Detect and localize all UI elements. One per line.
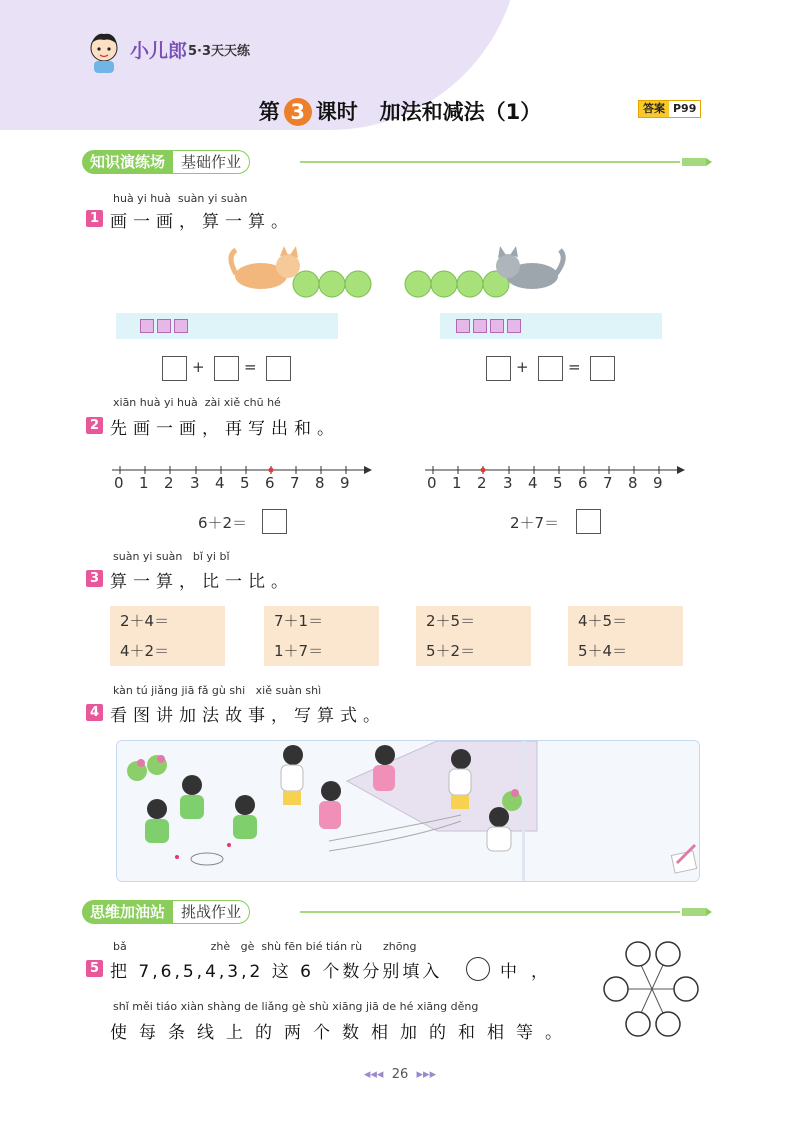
q2-number: 2 xyxy=(86,417,103,434)
answer-box[interactable] xyxy=(266,356,291,381)
answer-box[interactable] xyxy=(590,356,615,381)
q5-pinyin-1: bǎ zhè gè shù fēn bié tián rù zhōng xyxy=(113,940,417,953)
section-header-basic xyxy=(82,150,250,174)
expression[interactable]: 4＋2＝ xyxy=(120,642,170,660)
q5-number: 5 xyxy=(86,960,103,977)
answer-box[interactable] xyxy=(538,356,563,381)
left-arrows-icon: ◂◂◂ xyxy=(363,1067,384,1082)
q4-pinyin: kàn tú jiǎng jiā fǎ gù shi xiě suàn shì xyxy=(113,684,322,697)
answer-page: P99 xyxy=(673,102,697,115)
section-tag: 思维加油站 xyxy=(82,900,173,924)
plus-sign: + xyxy=(516,358,529,376)
page-footer xyxy=(0,1067,800,1082)
lesson-suffix: 课时 xyxy=(315,100,358,124)
expression[interactable]: 1＋7＝ xyxy=(274,642,324,660)
section-divider xyxy=(300,161,680,163)
brand-logo: 小儿郎 xyxy=(130,40,188,62)
section-tag: 知识演练场 xyxy=(82,150,173,174)
compare-card xyxy=(264,606,379,666)
answer-box[interactable] xyxy=(262,509,287,534)
answer-box[interactable] xyxy=(576,509,601,534)
ticks-right: 0 1 2 3 4 5 6 7 8 9 xyxy=(427,474,663,492)
q3-pinyin: suàn yi suàn bǐ yi bǐ xyxy=(113,550,230,563)
pencil-icon xyxy=(682,154,712,173)
q4-text: 看图讲加法故事，写算式。 xyxy=(110,706,386,726)
q5-pinyin-2: shǐ měi tiáo xiàn shàng de liǎng gè shù xiāng jiā de hé xiāng děng xyxy=(113,1000,479,1013)
q2-text: 先画一画，再写出和。 xyxy=(110,419,340,439)
children-playing-illustration xyxy=(116,740,700,882)
expression[interactable]: 2＋4＝ xyxy=(120,612,170,630)
expression[interactable]: 2＋5＝ xyxy=(426,612,476,630)
right-arrows-icon: ▸▸▸ xyxy=(416,1067,437,1082)
q4-number: 4 xyxy=(86,704,103,721)
q5-text-2: 使每条线上的两个数相加的和相等。 xyxy=(110,1023,574,1043)
expression[interactable]: 5＋2＝ xyxy=(426,642,476,660)
compare-card xyxy=(416,606,531,666)
answer-box[interactable] xyxy=(214,356,239,381)
section-divider xyxy=(300,911,680,913)
q2-expression-left: 6＋2＝ xyxy=(198,514,248,532)
equals-sign: = xyxy=(244,358,257,376)
lesson-prefix: 第 xyxy=(258,100,280,124)
answer-box[interactable] xyxy=(486,356,511,381)
ticks-left: 0 1 2 3 4 5 6 7 8 9 xyxy=(114,474,350,492)
q1-squares-left xyxy=(140,318,191,337)
compare-card xyxy=(568,606,683,666)
lesson-number-badge: 3 xyxy=(284,98,312,126)
equals-sign: = xyxy=(568,358,581,376)
q5-text-1: 把 7,6,5,4,3,2 这 6 个数分别填入 xyxy=(110,962,443,982)
q1-squares-right xyxy=(456,318,524,337)
pencil-icon xyxy=(682,904,712,923)
q1-text: 画一画，算一算。 xyxy=(110,212,294,232)
circle-icon xyxy=(466,957,490,981)
page-number: 26 xyxy=(391,1067,409,1082)
q1-number: 1 xyxy=(86,210,103,227)
mascot-icon xyxy=(84,30,124,74)
expression[interactable]: 5＋4＝ xyxy=(578,642,628,660)
q3-number: 3 xyxy=(86,570,103,587)
answer-reference[interactable] xyxy=(638,100,701,118)
section-header-challenge xyxy=(82,900,250,924)
section-sub: 挑战作业 xyxy=(173,900,250,924)
q2-pinyin: xiān huà yi huà zài xiě chū hé xyxy=(113,396,281,409)
compare-card xyxy=(110,606,225,666)
plus-sign: + xyxy=(192,358,205,376)
answer-box[interactable] xyxy=(162,356,187,381)
section-sub: 基础作业 xyxy=(173,150,250,174)
yarn-balls-left xyxy=(292,266,372,306)
cat-gray-icon xyxy=(490,246,570,300)
expression[interactable]: 7＋1＝ xyxy=(274,612,324,630)
series-name: 5·3天天练 xyxy=(188,44,251,59)
expression[interactable]: 4＋5＝ xyxy=(578,612,628,630)
q5-text-1-end: 中， xyxy=(500,962,562,982)
q2-expression-right: 2＋7＝ xyxy=(510,514,560,532)
lesson-topic: 加法和减法（1） xyxy=(379,100,542,124)
answer-label: 答案 xyxy=(639,101,669,117)
q1-pinyin: huà yi huà suàn yi suàn xyxy=(113,192,248,205)
q3-text: 算一算，比一比。 xyxy=(110,572,294,592)
star-lines-diagram xyxy=(600,936,702,1046)
